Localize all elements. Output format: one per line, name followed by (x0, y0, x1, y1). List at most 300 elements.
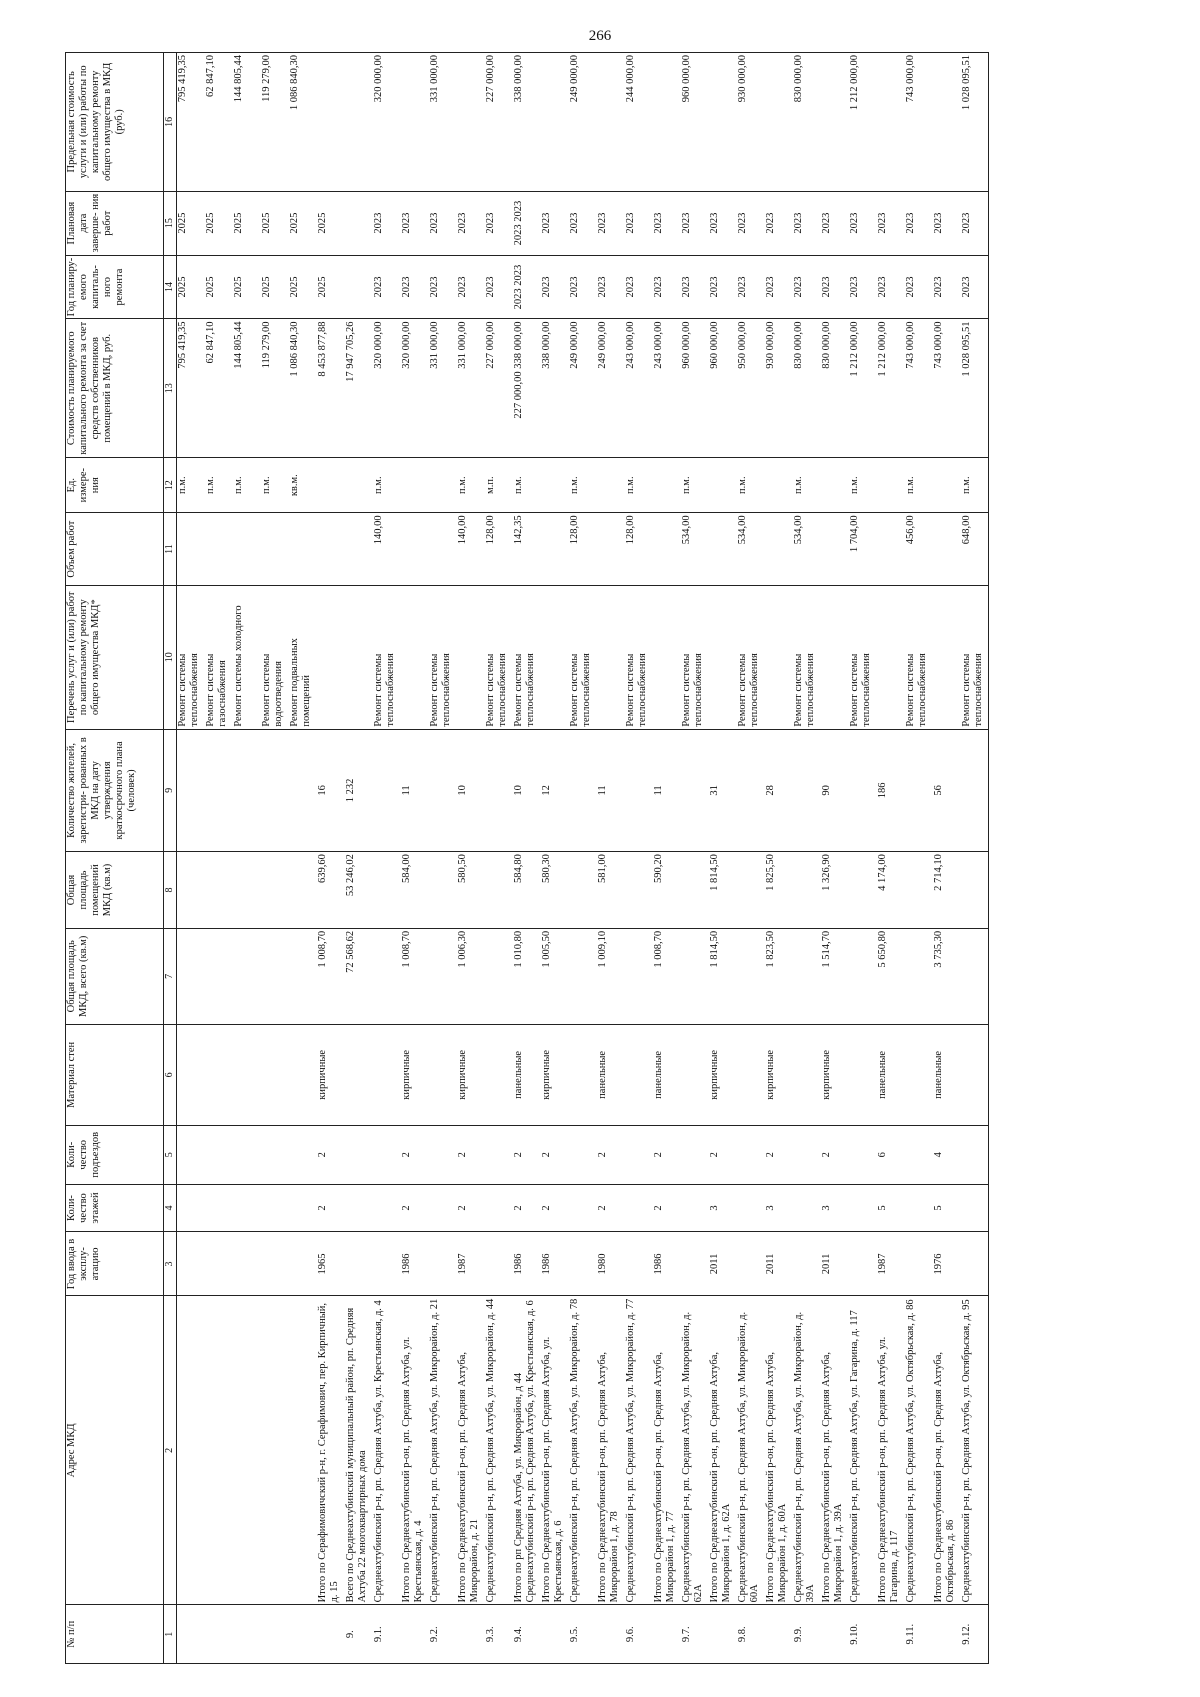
table-cell (569, 729, 597, 852)
table-row (877, 53, 905, 1664)
table-cell: 2025 (261, 191, 289, 255)
table-cell: 119 279,00 (261, 319, 289, 458)
table-cell: 249 000,00 (569, 53, 597, 192)
table-cell: п.м. (793, 457, 821, 512)
table-cell: 3 (821, 1184, 849, 1232)
table-cell: 249 000,00 (569, 319, 597, 458)
table-cell: Среднеахтубинский р-н, рп. Средняя Ахтуба, ул. Микрорайон, д. 78 (569, 1296, 597, 1605)
table-cell: 2023 (569, 255, 597, 319)
table-row (261, 53, 289, 1664)
table-row (317, 53, 345, 1664)
table-cell: 9.2. (429, 1605, 457, 1664)
table-cell (485, 729, 513, 852)
table-cell: кв.м. (289, 457, 317, 512)
table-cell: 1 212 000,00 (877, 319, 905, 458)
table-cell: 1 212 000,00 (849, 53, 877, 192)
table-cell: 1986 (401, 1232, 429, 1296)
table-cell (177, 513, 205, 585)
table-cell: 1 010,80 (513, 928, 541, 1024)
table-cell: 1976 (933, 1232, 961, 1296)
table-cell: 743 000,00 (905, 319, 933, 458)
table-cell (317, 1605, 345, 1664)
table-cell (205, 1605, 233, 1664)
table-cell (373, 1024, 401, 1125)
table-cell: Ремонт системы холодного (233, 585, 261, 729)
table-cell (653, 457, 681, 512)
table-cell (261, 1184, 289, 1232)
table-cell: панельные (877, 1024, 905, 1125)
table-cell (681, 852, 709, 929)
table-cell (345, 1184, 373, 1232)
table-cell (289, 1605, 317, 1664)
table-cell: 186 (877, 729, 905, 852)
header-cell: Год планиру- емого капиталь- ного ремонта (66, 255, 164, 319)
table-cell (177, 928, 205, 1024)
table-cell: 3 (765, 1184, 793, 1232)
table-cell (541, 1605, 569, 1664)
table-row (429, 53, 457, 1664)
header-cell: Ед. измере- ния (66, 457, 164, 512)
table-cell: Среднеахтубинский р-н, рп. Средняя Ахтуба, ул. Микрорайон, д. 39А (793, 1296, 821, 1605)
header-cell: Количество жителей, зарегистри- рованных в МКД на дату утверждения краткосрочного плана (человек) (66, 729, 164, 852)
table-cell: Среднеахтубинский р-н, рп. Средняя Ахтуба, ул. Микрорайон, д. 62А (681, 1296, 709, 1605)
table-cell: 1 086 840,30 (289, 53, 317, 192)
table-cell (793, 852, 821, 929)
table-cell: Ремонт системы теплоснабжения (485, 585, 513, 729)
table-cell: 830 000,00 (821, 319, 849, 458)
table-cell (709, 585, 737, 729)
table-cell (681, 1184, 709, 1232)
table-cell: 2023 (933, 255, 961, 319)
table-cell: 830 000,00 (793, 319, 821, 458)
table-cell: 9.1. (373, 1605, 401, 1664)
table-cell: п.м. (737, 457, 765, 512)
table-cell: 9. (345, 1605, 373, 1664)
table-cell: 1 008,70 (401, 928, 429, 1024)
table-cell (933, 1605, 961, 1664)
table-cell: Ремонт системы теплоснабжения (793, 585, 821, 729)
table-cell: 9.3. (485, 1605, 513, 1664)
table-cell: Итого по Серафимовичский р-н, г. Серафимович, пер. Кирпичный, д. 15 (317, 1296, 345, 1605)
table-cell: 243 000,00 (625, 319, 653, 458)
table-cell: 31 (709, 729, 737, 852)
table-cell: панельные (597, 1024, 625, 1125)
table-cell (261, 1232, 289, 1296)
table-cell: 5 (933, 1184, 961, 1232)
table-cell: 581,00 (597, 852, 625, 929)
table-cell (849, 852, 877, 929)
table-cell (793, 1184, 821, 1232)
table-cell: 9.11. (905, 1605, 933, 1664)
table-cell (681, 1232, 709, 1296)
table-cell: п.м. (177, 457, 205, 512)
table-cell (485, 852, 513, 929)
table-cell (429, 457, 457, 512)
table-cell (429, 513, 457, 585)
table-cell: кирпичные (541, 1024, 569, 1125)
table-cell: Ремонт системы теплоснабжения (429, 585, 457, 729)
table-cell: 53 246,02 (345, 852, 373, 929)
table-cell (905, 928, 933, 1024)
table-cell (569, 1125, 597, 1184)
table-cell (317, 585, 345, 729)
table-cell: 2023 (765, 191, 793, 255)
table-cell: 2023 (625, 191, 653, 255)
table-cell: 1986 (653, 1232, 681, 1296)
table-cell (765, 513, 793, 585)
table-cell: Среднеахтубинский р-н, рп. Средняя Ахтуба, ул. Октябрьская, д. 95 (961, 1296, 989, 1605)
table-cell (233, 1232, 261, 1296)
table-cell: Среднеахтубинский р-н, рп. Средняя Ахтуба, ул. Октябрьская, д. 86 (905, 1296, 933, 1605)
table-row (569, 53, 597, 1664)
table-cell: 2023 (625, 255, 653, 319)
table-cell (401, 585, 429, 729)
table-cell (261, 513, 289, 585)
table-cell: 2023 (569, 191, 597, 255)
table-cell (261, 1296, 289, 1605)
table-cell (289, 1296, 317, 1605)
table-cell (373, 1232, 401, 1296)
table-cell (233, 729, 261, 852)
header-cell: Коли- чество этажей (66, 1184, 164, 1232)
table-row (681, 53, 709, 1664)
table-cell: Итого по Среднеахтубинский р-он, рп. Средняя Ахтуба, ул. Крестьянская, д. 6 (541, 1296, 569, 1605)
table-cell: Ремонт системы теплоснабжения (905, 585, 933, 729)
table-row (709, 53, 737, 1664)
table-cell (485, 1024, 513, 1125)
table-cell (625, 852, 653, 929)
table-cell (877, 457, 905, 512)
table-cell: 534,00 (793, 513, 821, 585)
table-cell: 62 847,10 (205, 53, 233, 192)
table-cell (905, 1184, 933, 1232)
table-cell: 2025 (177, 255, 205, 319)
table-cell (681, 928, 709, 1024)
table-cell: 2023 (821, 255, 849, 319)
table-cell: Ремонт системы теплоснабжения (513, 585, 541, 729)
table-cell: 9.9. (793, 1605, 821, 1664)
table-cell (793, 729, 821, 852)
table-cell (233, 1605, 261, 1664)
table-cell: 338 000,00 (541, 319, 569, 458)
column-number: 3 (164, 1232, 177, 1296)
table-cell (289, 1125, 317, 1184)
table-cell (261, 1605, 289, 1664)
table-cell: 2 (457, 1184, 485, 1232)
table-cell (933, 53, 961, 192)
table-cell: п.м. (681, 457, 709, 512)
table-cell (821, 513, 849, 585)
table-cell (597, 53, 625, 192)
table-cell: Среднеахтубинский р-н, рп. Средняя Ахтуба, ул. Крестьянская, д. 4 (373, 1296, 401, 1605)
table-cell: 534,00 (681, 513, 709, 585)
table-cell (793, 1024, 821, 1125)
table-cell (429, 729, 457, 852)
table-row (933, 53, 961, 1664)
table-cell: 1 212 000,00 (849, 319, 877, 458)
table-cell (905, 1232, 933, 1296)
table-cell: 960 000,00 (709, 319, 737, 458)
table-cell: 2023 (765, 255, 793, 319)
table-cell: 16 (317, 729, 345, 852)
table-cell (429, 928, 457, 1024)
table-cell: 56 (933, 729, 961, 852)
table-cell: 2023 2023 (513, 191, 541, 255)
table-cell: Ремонт подвальных помещений (289, 585, 317, 729)
table-cell (401, 513, 429, 585)
table-row (793, 53, 821, 1664)
table-cell (373, 1125, 401, 1184)
table-cell: 1 086 840,30 (289, 319, 317, 458)
table-cell: 534,00 (737, 513, 765, 585)
table-cell (177, 1605, 205, 1664)
table-cell: 2023 (709, 191, 737, 255)
table-cell: 960 000,00 (681, 53, 709, 192)
table-cell (849, 928, 877, 1024)
table-cell (541, 457, 569, 512)
table-cell (653, 53, 681, 192)
table-cell (653, 585, 681, 729)
table-cell: 1 326,90 (821, 852, 849, 929)
column-number: 5 (164, 1125, 177, 1184)
header-row (66, 53, 164, 1664)
table-cell: 2023 (457, 255, 485, 319)
table-cell (485, 1184, 513, 1232)
column-number: 15 (164, 191, 177, 255)
table-cell (933, 513, 961, 585)
table-cell: 2023 (793, 191, 821, 255)
table-cell (177, 1232, 205, 1296)
table-cell: 2023 (429, 255, 457, 319)
table-cell: 2023 (541, 255, 569, 319)
table-cell (541, 585, 569, 729)
table-cell (541, 513, 569, 585)
table-cell: 1 814,50 (709, 928, 737, 1024)
table-cell: 2023 (905, 191, 933, 255)
column-number: 8 (164, 852, 177, 929)
table-cell (737, 1184, 765, 1232)
column-number: 13 (164, 319, 177, 458)
rotated-table-area (65, 52, 1140, 1664)
table-cell: 8 453 877,88 (317, 319, 345, 458)
table-cell: 2023 (821, 191, 849, 255)
table-cell (401, 457, 429, 512)
table-cell (709, 53, 737, 192)
table-cell (373, 928, 401, 1024)
table-cell: 244 000,00 (625, 53, 653, 192)
table-cell: 1986 (513, 1232, 541, 1296)
table-cell: 2023 (849, 255, 877, 319)
table-cell: Ремонт системы теплоснабжения (849, 585, 877, 729)
header-cell: Материал стен (66, 1024, 164, 1125)
table-cell: 1 232 (345, 729, 373, 852)
table-cell (177, 1024, 205, 1125)
table-cell: 1 514,70 (821, 928, 849, 1024)
table-cell: п.м. (569, 457, 597, 512)
table-cell: панельные (513, 1024, 541, 1125)
table-row (513, 53, 541, 1664)
table-row (849, 53, 877, 1664)
table-cell (793, 928, 821, 1024)
table-cell (849, 729, 877, 852)
table-cell (233, 1184, 261, 1232)
table-cell: 2 (457, 1125, 485, 1184)
table-cell: 338 000,00 (513, 53, 541, 192)
table-cell: 580,30 (541, 852, 569, 929)
table-cell (205, 1024, 233, 1125)
table-cell: 2 714,10 (933, 852, 961, 929)
table-cell (345, 1024, 373, 1125)
table-cell (625, 1024, 653, 1125)
table-cell: 2025 (289, 255, 317, 319)
table-row (765, 53, 793, 1664)
table-cell (429, 1232, 457, 1296)
table-cell (625, 1125, 653, 1184)
table-cell: 4 174,00 (877, 852, 905, 929)
table-cell: 2025 (205, 191, 233, 255)
header-cell: Год ввода в эксплу- атацию (66, 1232, 164, 1296)
table-cell: 1 006,30 (457, 928, 485, 1024)
capital-repair-table (65, 52, 989, 1664)
table-cell (345, 1232, 373, 1296)
table-cell (205, 1296, 233, 1605)
table-cell (625, 1184, 653, 1232)
table-cell: 62 847,10 (205, 319, 233, 458)
table-cell (569, 928, 597, 1024)
table-cell: 2023 (877, 191, 905, 255)
table-cell (933, 457, 961, 512)
table-cell: 320 000,00 (373, 53, 401, 192)
table-cell: Итого по Среднеахтубинский р-он, рп. Средняя Ахтуба, Октябрьская, д. 86 (933, 1296, 961, 1605)
rotated-page (65, 52, 1140, 1664)
table-cell (569, 1184, 597, 1232)
table-cell: Всего по Среднеахтубинский муниципальный район, рп. Средняя Ахтуба 22 многоквартирных дома (345, 1296, 373, 1605)
table-cell: 9.4. (513, 1605, 541, 1664)
table-cell: 960 000,00 (681, 319, 709, 458)
table-cell: 119 279,00 (261, 53, 289, 192)
table-cell (905, 1024, 933, 1125)
header-cell: Предельная стоимость услуги и (или) работы по капитальному ремонту общего имущества в МКД (руб.) (66, 53, 164, 192)
table-row (821, 53, 849, 1664)
table-cell (345, 585, 373, 729)
table-cell: 144 805,44 (233, 319, 261, 458)
table-cell (345, 255, 373, 319)
column-number: 9 (164, 729, 177, 852)
table-cell: 4 (933, 1125, 961, 1184)
table-cell: 2023 (905, 255, 933, 319)
table-cell (289, 1184, 317, 1232)
table-cell: 227 000,00 (485, 53, 513, 192)
table-cell (765, 1605, 793, 1664)
table-cell: 590,20 (653, 852, 681, 929)
table-cell (205, 1184, 233, 1232)
table-cell (317, 457, 345, 512)
table-cell: Ремонт системы теплоснабжения (961, 585, 989, 729)
table-row (905, 53, 933, 1664)
table-cell (709, 457, 737, 512)
table-cell (737, 1125, 765, 1184)
table-cell: 2023 2023 (513, 255, 541, 319)
table-cell (429, 852, 457, 929)
table-cell (961, 1184, 989, 1232)
table-cell (457, 1605, 485, 1664)
table-row (961, 53, 989, 1664)
table-cell (345, 457, 373, 512)
table-cell: п.м. (849, 457, 877, 512)
table-cell: 1980 (597, 1232, 625, 1296)
table-cell (233, 1125, 261, 1184)
column-number: 1 (164, 1605, 177, 1664)
table-cell: 2023 (737, 191, 765, 255)
table-row (373, 53, 401, 1664)
table-cell (261, 928, 289, 1024)
table-cell: 2011 (709, 1232, 737, 1296)
table-cell: 2023 (597, 191, 625, 255)
table-cell: 128,00 (625, 513, 653, 585)
table-cell: 2023 (401, 255, 429, 319)
table-cell: кирпичные (401, 1024, 429, 1125)
table-cell: 2 (541, 1125, 569, 1184)
table-cell: Итого по Среднеахтубинский р-он, рп. Средняя Ахтуба, Микрорайон 1, д. 77 (653, 1296, 681, 1605)
table-cell: 456,00 (905, 513, 933, 585)
table-row (653, 53, 681, 1664)
table-cell (289, 1232, 317, 1296)
table-cell (653, 513, 681, 585)
table-cell (233, 513, 261, 585)
table-cell (597, 585, 625, 729)
table-cell: 2023 (933, 191, 961, 255)
table-cell (765, 53, 793, 192)
table-cell: 12 (541, 729, 569, 852)
table-cell (373, 852, 401, 929)
table-cell: 1 005,50 (541, 928, 569, 1024)
table-cell (821, 53, 849, 192)
table-row (597, 53, 625, 1664)
table-cell (821, 585, 849, 729)
table-cell (177, 1125, 205, 1184)
table-cell: п.м. (205, 457, 233, 512)
table-cell: Среднеахтубинский р-н, рп. Средняя Ахтуба, ул. Микрорайон, д. 60А (737, 1296, 765, 1605)
table-cell (289, 928, 317, 1024)
header-cell: Плановая дата заверше- ния работ (66, 191, 164, 255)
table-cell (205, 1232, 233, 1296)
table-cell (877, 585, 905, 729)
table-body (177, 53, 989, 1664)
table-cell: 1986 (541, 1232, 569, 1296)
table-cell: 3 735,30 (933, 928, 961, 1024)
table-cell: 9.7. (681, 1605, 709, 1664)
table-cell: Среднеахтубинский р-н, рп. Средняя Ахтуба, ул. Гагарина, д. 117 (849, 1296, 877, 1605)
table-cell: 331 000,00 (429, 53, 457, 192)
table-cell: 2023 (653, 191, 681, 255)
table-cell: 743 000,00 (933, 319, 961, 458)
table-cell: п.м. (233, 457, 261, 512)
table-cell: 2 (401, 1184, 429, 1232)
table-cell (961, 928, 989, 1024)
table-cell (597, 513, 625, 585)
table-cell (681, 1024, 709, 1125)
table-cell (821, 1605, 849, 1664)
table-cell (737, 928, 765, 1024)
table-cell (177, 1184, 205, 1232)
table-cell (345, 191, 373, 255)
table-cell (485, 1232, 513, 1296)
table-cell (177, 852, 205, 929)
table-cell (289, 513, 317, 585)
table-cell: 2025 (177, 191, 205, 255)
table-cell (765, 585, 793, 729)
table-cell: 930 000,00 (765, 319, 793, 458)
